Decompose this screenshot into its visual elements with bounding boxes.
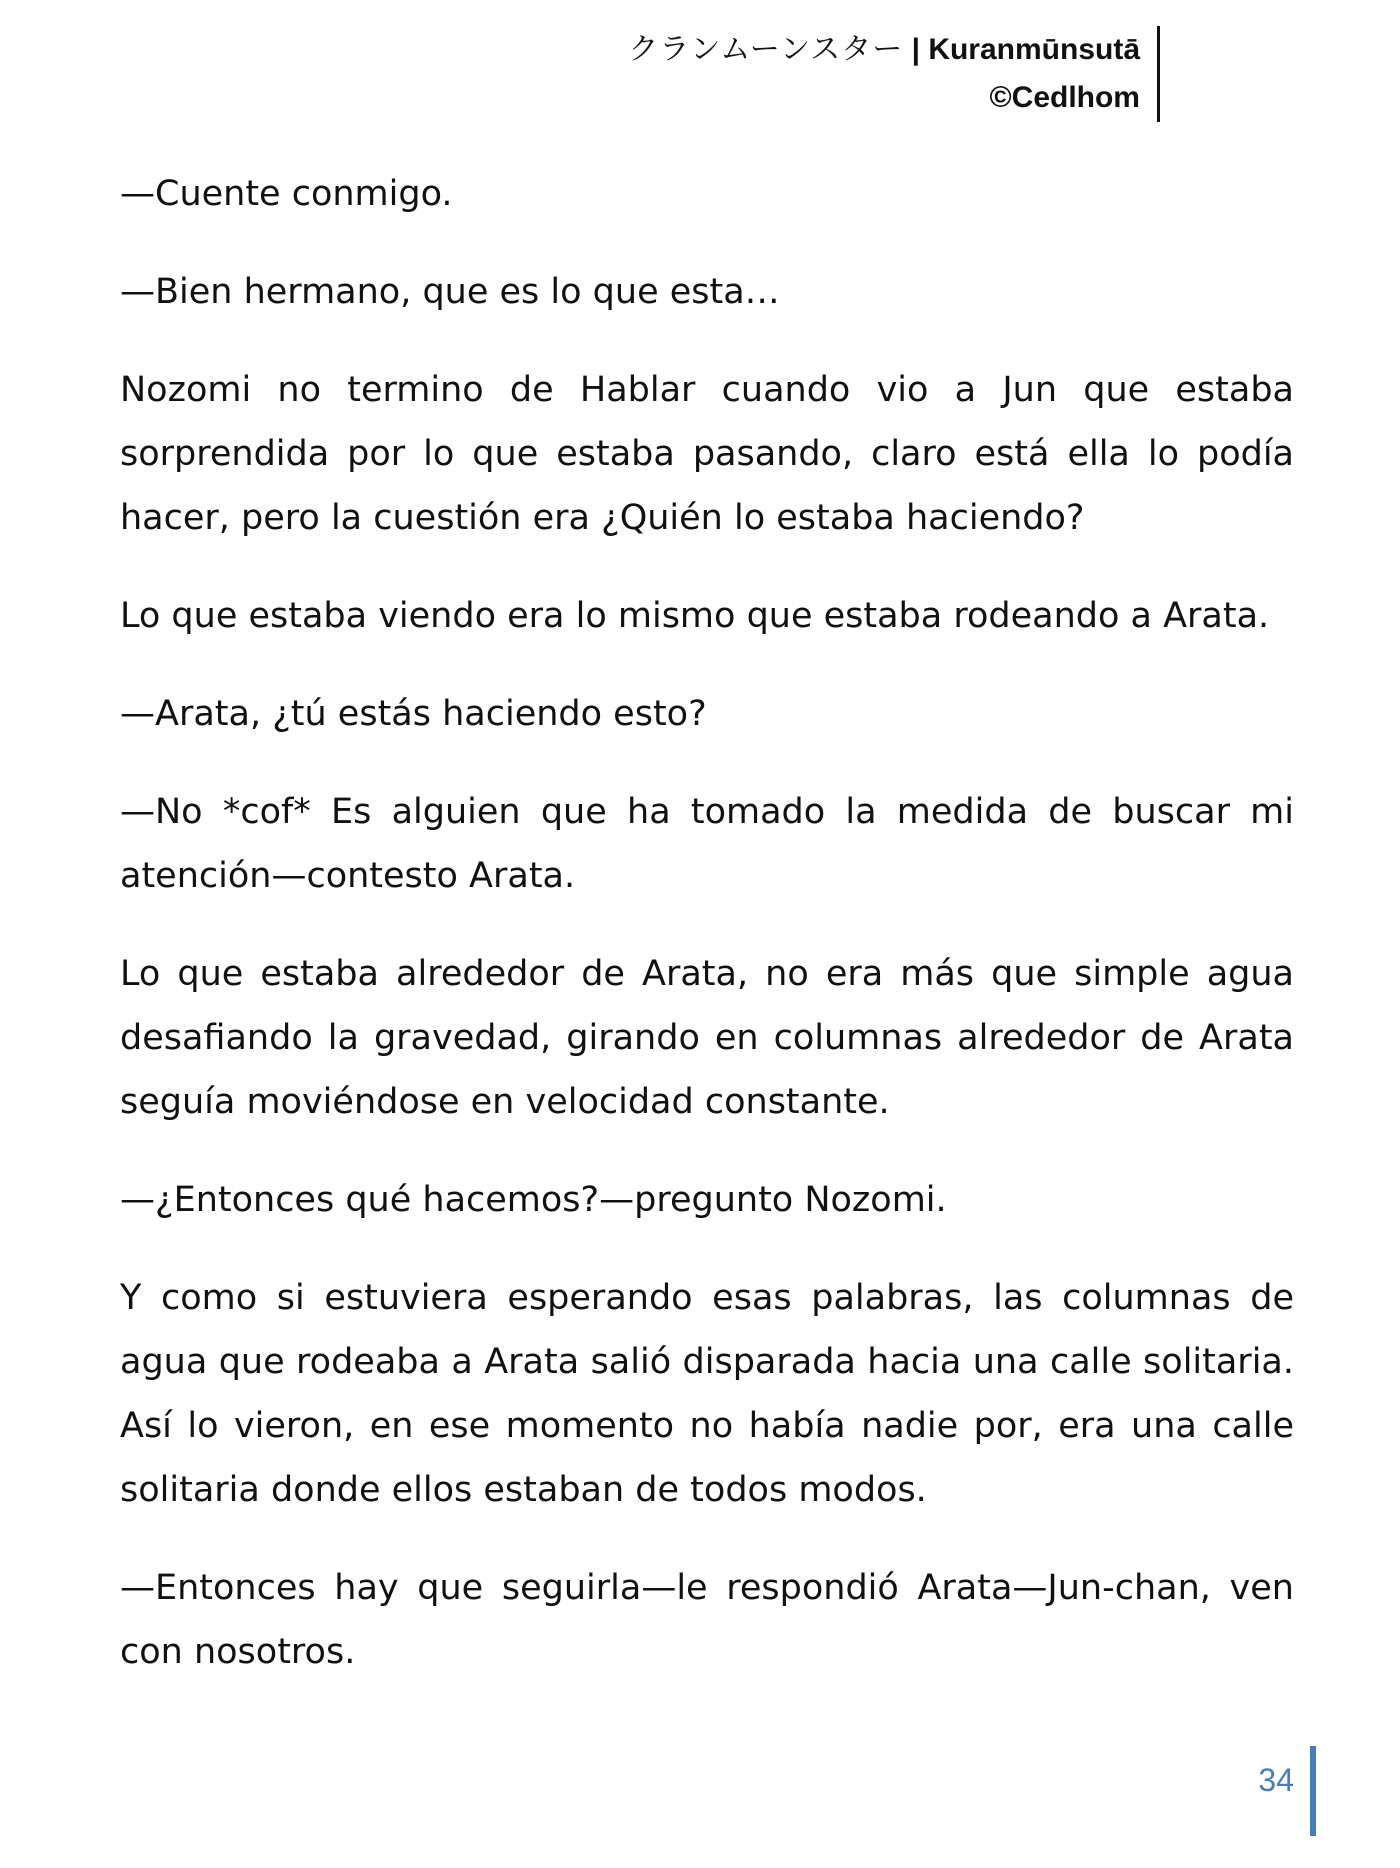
paragraph: —Arata, ¿tú estás haciendo esto? [120,694,707,734]
header-title-line [628,26,1140,74]
page-number-divider [1310,1746,1316,1836]
page-header [628,26,1140,122]
paragraph: —Entonces hay que seguirla—le respondió Arata—Jun-chan, ven con nosotros. [120,1568,1294,1672]
paragraph: —Bien hermano, que es lo que esta… [120,272,780,312]
paragraph: —No *cof* Es alguien que ha tomado la medida de buscar mi atención—contesto Arata. [120,792,1294,896]
header-copyright: ©Cedlhom [989,81,1140,114]
paragraph: Nozomi no termino de Hablar cuando vio a Jun que estaba sorprendida por lo que estaba pasando, claro está ella lo podía hacer, pero la cuestión era ¿Quién lo estaba haciendo? [120,370,1294,538]
header-title-jp: クランムーンスター [628,32,904,67]
paragraph: Lo que estaba alrededor de Arata, no era más que simple agua desafiando la gravedad, girando en columnas alrededor de Arata seguía moviéndose en velocidad constante. [120,954,1294,1122]
page-body [120,162,1294,1718]
paragraph: Lo que estaba viendo era lo mismo que estaba rodeando a Arata. [120,596,1270,636]
paragraph: —Cuente conmigo. [120,174,453,214]
paragraph: Y como si estuviera esperando esas palabras, las columnas de agua que rodeaba a Arata salió disparada hacia una calle solitaria. Así lo vieron, en ese momento no había nadie por, era una calle solitaria donde ellos estaban de todos modos. [120,1278,1294,1510]
header-title-romaji: Kuranmūnsutā [928,33,1140,66]
header-separator: | [911,33,920,66]
header-divider [1157,26,1160,122]
page-number: 34 [1258,1762,1294,1798]
paragraph: —¿Entonces qué hacemos?—pregunto Nozomi. [120,1180,947,1220]
